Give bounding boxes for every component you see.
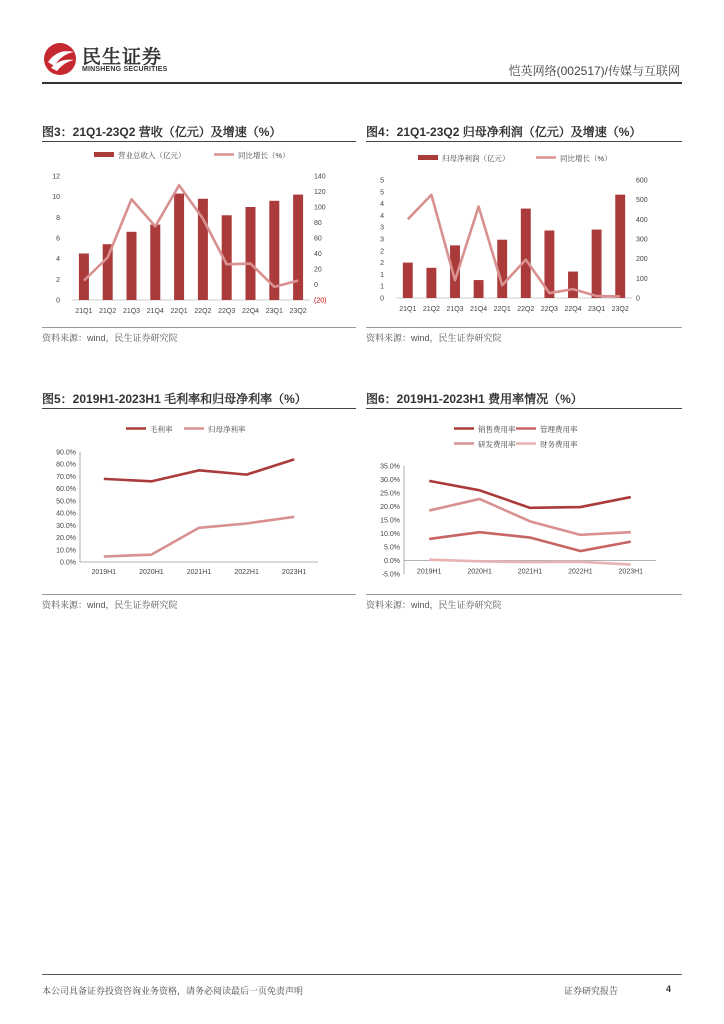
- fig5-x-tick: 2022H1: [234, 569, 259, 576]
- fig4-x-tick: 21Q4: [470, 306, 488, 313]
- fig3-left-tick: 2: [56, 276, 60, 284]
- fig4-right-tick: 300: [636, 236, 648, 244]
- fig3-bar: [127, 232, 137, 300]
- fig6-x-tick: 2020H1: [467, 568, 492, 576]
- fig6-y-tick: -5.0%: [381, 571, 400, 579]
- fig3-right-tick: 120: [314, 189, 326, 196]
- fig3-left-tick: 8: [56, 214, 60, 222]
- fig5-y-tick: 50.0%: [56, 498, 76, 506]
- fig6-x-tick: 2019H1: [416, 568, 442, 576]
- fig6-chart: [366, 412, 682, 582]
- fig4-left-tick: 3: [380, 224, 384, 232]
- fig5-y-tick: 10.0%: [56, 547, 76, 555]
- fig4-bar: [474, 280, 484, 298]
- brand-name-en: MINSHENG SECURITIES: [82, 66, 168, 73]
- fig4-x-tick: 23Q1: [588, 306, 606, 313]
- fig4-x-tick: 22Q2: [517, 306, 535, 313]
- fig3-right-tick: (20): [314, 297, 327, 305]
- fig4-left-tick: 3: [380, 236, 384, 244]
- fig3-title-rule: [42, 141, 356, 142]
- fig3-right-tick: 20: [314, 266, 322, 274]
- fig4-bar: [615, 195, 625, 298]
- fig4-legend-bars-label: 归母净利润（亿元）: [442, 154, 510, 163]
- fig3-legend-line-label: 同比增长（%）: [238, 151, 290, 160]
- fig3-left-tick: 10: [52, 194, 60, 202]
- fig4-right-tick: 500: [636, 197, 648, 205]
- fig3-x-tick: 22Q1: [170, 308, 188, 315]
- fig6-y-tick: 25.0%: [380, 490, 400, 498]
- fig4-left-tick: 2: [380, 248, 384, 256]
- fig4-x-tick: 21Q2: [422, 306, 440, 313]
- fig3-left-tick: 12: [52, 173, 60, 181]
- fig5-x-tick: 2020H1: [139, 569, 164, 576]
- fig4-legend-bars-swatch: [418, 155, 438, 160]
- footer-rule: [42, 974, 682, 975]
- fig5-y-tick: 30.0%: [56, 522, 76, 530]
- fig4-right-tick: 0: [636, 295, 640, 303]
- company-ticker: 恺英网络(002517)/传媒与互联网: [508, 64, 680, 78]
- fig4-source: 资料来源：wind，民生证券研究院: [366, 333, 502, 343]
- fig3-x-tick: 22Q2: [194, 308, 212, 315]
- fig3-right-tick: 40: [314, 251, 322, 258]
- fig4-x-tick: 22Q4: [564, 306, 582, 313]
- fig4-title-rule: [366, 141, 682, 142]
- fig5-y-tick: 90.0%: [56, 449, 76, 457]
- fig5-legend-1-label: 归母净利率: [208, 425, 246, 434]
- fig4-left-tick: 4: [380, 212, 384, 220]
- fig4-chart: [366, 144, 682, 324]
- fig5-title: 图5：2019H1-2023H1 毛利率和归母净利率（%）: [42, 392, 307, 406]
- fig5-source: 资料来源：wind，民生证券研究院: [42, 600, 178, 610]
- fig3-right-tick: 100: [314, 204, 326, 212]
- fig4-bar: [521, 209, 531, 298]
- fig5-series-line: [104, 517, 294, 557]
- fig3-bar: [103, 244, 113, 300]
- fig5-y-tick: 80.0%: [56, 461, 76, 469]
- fig4-left-tick: 4: [380, 201, 384, 209]
- fig3-right-tick: 0: [314, 282, 318, 289]
- fig6-y-tick: 35.0%: [380, 463, 400, 471]
- fig3-legend-bars-swatch: [94, 152, 114, 157]
- fig4-bar: [497, 240, 507, 298]
- page-number: 4: [666, 984, 672, 994]
- fig4-right-tick: 600: [636, 177, 648, 185]
- fig4-x-tick: 21Q3: [446, 306, 464, 313]
- fig4-left-tick: 1: [380, 283, 384, 291]
- fig3-bar: [174, 194, 184, 300]
- fig6-title: 图6：2019H1-2023H1 费用率情况（%）: [366, 392, 583, 406]
- fig6-y-tick: 15.0%: [380, 517, 400, 525]
- fig4-left-tick: 5: [380, 177, 384, 185]
- fig6-y-tick: 30.0%: [380, 477, 400, 484]
- fig4-left-tick: 0: [380, 295, 384, 303]
- fig5-x-tick: 2019H1: [91, 569, 117, 576]
- fig3-bar: [246, 207, 256, 300]
- fig4-legend-line-label: 同比增长（%）: [560, 154, 612, 163]
- fig6-y-tick: 5.0%: [384, 544, 400, 552]
- fig6-source-rule: [366, 594, 682, 595]
- fig3-growth-line: [84, 185, 298, 287]
- fig5-title-rule: [42, 408, 356, 409]
- fig6-y-tick: 20.0%: [380, 504, 400, 511]
- fig5-y-tick: 40.0%: [56, 510, 76, 518]
- fig4-right-tick: 200: [636, 256, 648, 264]
- fig5-legend-0-label: 毛利率: [150, 425, 173, 434]
- fig4-bar: [592, 230, 602, 298]
- fig3-legend-bars-label: 营业总收入（亿元）: [118, 151, 186, 160]
- fig3-right-tick: 80: [314, 220, 322, 227]
- fig3-left-tick: 4: [56, 256, 60, 264]
- header-rule: [42, 82, 682, 84]
- fig5-y-tick: 60.0%: [56, 486, 76, 494]
- fig4-bar: [403, 263, 413, 298]
- fig3-x-tick: 21Q4: [146, 308, 164, 315]
- fig4-source-rule: [366, 327, 682, 328]
- fig3-x-tick: 21Q1: [75, 308, 93, 315]
- fig4-right-tick: 400: [636, 216, 648, 224]
- fig3-title: 图3：21Q1-23Q2 营收（亿元）及增速（%）: [42, 125, 282, 139]
- fig3-x-tick: 21Q3: [122, 308, 141, 315]
- fig6-y-tick: 0.0%: [384, 558, 400, 565]
- fig4-x-tick: 21Q1: [399, 306, 417, 313]
- fig5-chart: [42, 412, 356, 582]
- fig3-x-tick: 23Q2: [289, 308, 307, 315]
- footer-report-type: 证券研究报告: [564, 986, 619, 996]
- fig3-x-tick: 22Q4: [241, 308, 260, 315]
- fig3-right-tick: 140: [314, 173, 326, 181]
- fig6-source: 资料来源：wind，民生证券研究院: [366, 600, 502, 610]
- fig3-source: 资料来源：wind，民生证券研究院: [42, 333, 178, 343]
- fig3-bar: [150, 225, 160, 300]
- fig5-series-line: [104, 459, 294, 481]
- fig5-x-tick: 2021H1: [186, 569, 212, 576]
- fig3-right-tick: 60: [314, 235, 322, 243]
- fig3-x-tick: 22Q3: [218, 308, 236, 315]
- fig5-x-tick: 2023H1: [281, 569, 307, 576]
- fig3-source-rule: [42, 327, 356, 328]
- fig3-left-tick: 0: [56, 297, 60, 305]
- fig6-legend-0-label: 销售费用率: [478, 425, 516, 434]
- fig3-bar: [293, 195, 303, 300]
- fig6-x-tick: 2021H1: [517, 568, 543, 576]
- fig4-x-tick: 22Q3: [540, 306, 558, 313]
- brand-name-cn: 民生证券: [82, 47, 163, 68]
- fig5-y-tick: 70.0%: [56, 473, 76, 481]
- fig4-left-tick: 2: [380, 260, 384, 268]
- fig3-chart: [42, 144, 356, 324]
- fig3-x-tick: 23Q1: [265, 308, 283, 315]
- fig4-left-tick: 1: [380, 271, 384, 279]
- fig6-legend-1-label: 管理费用率: [540, 425, 578, 434]
- fig5-source-rule: [42, 594, 356, 595]
- fig6-legend-2-label: 研发费用率: [478, 440, 516, 449]
- fig6-legend-3-label: 财务费用率: [540, 440, 578, 449]
- fig4-bar: [426, 268, 436, 298]
- fig4-x-tick: 22Q1: [493, 306, 511, 313]
- fig4-title: 图4：21Q1-23Q2 归母净利润（亿元）及增速（%）: [366, 125, 642, 139]
- fig4-left-tick: 5: [380, 189, 384, 197]
- fig3-left-tick: 6: [56, 235, 60, 243]
- fig4-x-tick: 23Q2: [611, 306, 629, 313]
- fig6-x-tick: 2022H1: [568, 568, 593, 576]
- fig6-title-rule: [366, 408, 682, 409]
- fig4-growth-line: [408, 195, 620, 297]
- fig5-y-tick: 20.0%: [56, 535, 76, 543]
- fig4-right-tick: 100: [636, 275, 648, 283]
- fig4-bar: [568, 272, 578, 298]
- fig5-y-tick: 0.0%: [60, 559, 76, 567]
- footer-disclaimer: 本公司具备证券投资咨询业务资格，请务必阅读最后一页免责声明: [42, 986, 304, 996]
- fig3-x-tick: 21Q2: [99, 308, 117, 315]
- fig6-x-tick: 2023H1: [618, 568, 644, 576]
- fig6-y-tick: 10.0%: [380, 531, 400, 538]
